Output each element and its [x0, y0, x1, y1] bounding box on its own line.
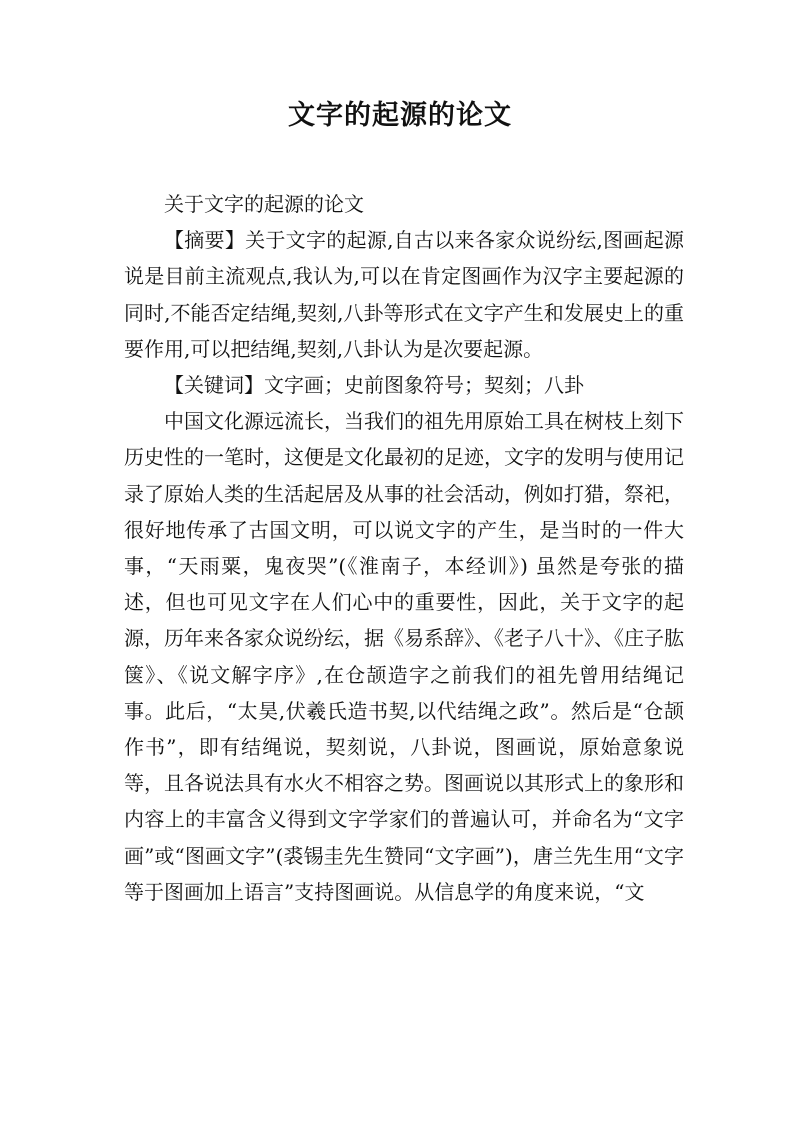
- abstract-paragraph: 【摘要】关于文字的起源,自古以来各家众说纷纭,图画起源说是目前主流观点,我认为,可以在肯定图画作为汉字主要起源的同时,不能否定结绳,契刻,八卦等形式在文字产生和发展史上的重要作用,可以把结绳,契刻,八卦认为是次要起源。: [124, 228, 684, 361]
- document-body: [124, 186, 684, 910]
- body-paragraph: 中国文化源远流长，当我们的祖先用原始工具在树枝上刻下历史性的一笔时，这便是文化最初的足迹，文字的发明与使用记录了原始人类的生活起居及从事的社会活动，例如打猎，祭祀，很好地传承了古国文明，可以说文字的产生，是当时的一件大事，“天雨粟，鬼夜哭”(《淮南子，本经训》) 虽然是夸张的描述，但也可见文字在人们心中的重要性，因此，关于文字的起源，历年来各家众说纷纭，据《易系辞》、《老子八十》、《庄子肱箧》、《说文解字序》,在仓颉造字之前我们的祖先曾用结绳记事。此后，“太昊,伏羲氏造书契,以代结绳之政”。然后是“仓颉作书”，即有结绳说，契刻说，八卦说，图画说，原始意象说等，且各说法具有水火不相容之势。图画说以其形式上的象形和内容上的丰富含义得到文字学家们的普遍认可，并命名为“文字画”或“图画文字”(裘锡圭先生赞同“文字画”)，唐兰先生用“文字等于图画加上语言”支持图画说。从信息学的角度来说，“文: [124, 409, 684, 904]
- subtitle-paragraph: 关于文字的起源的论文: [164, 192, 364, 216]
- keywords-paragraph: 【关键词】文字画；史前图象符号；契刻；八卦: [164, 373, 584, 398]
- document-title: 文字的起源的论文: [288, 100, 512, 131]
